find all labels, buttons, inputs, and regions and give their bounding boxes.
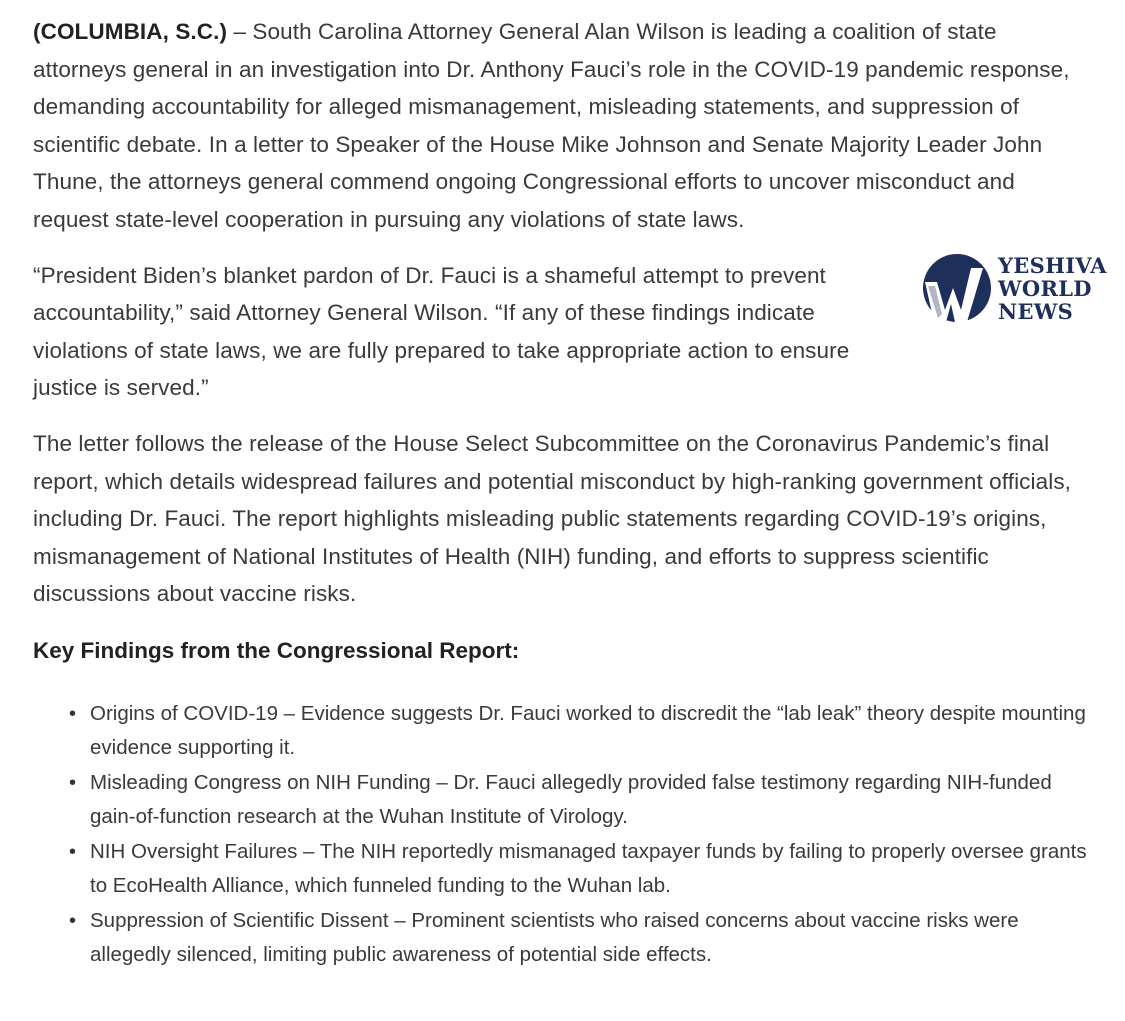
- intro-text: – South Carolina Attorney General Alan Wilson is leading a coalition of state attorneys general in an investigation into Dr. Anthony Fauci’s role in the COVID-19 pandemic response, demanding accountability for alleged mismanagement, misleading statements, and suppression of scientific debate. In a letter to Speaker of the House Mike Johnson and Senate Majority Leader John Thune, the attorneys general commend ongoing Congressional efforts to uncover misconduct and request state-level cooperation in pursuing any violations of state laws.: [33, 19, 1070, 232]
- article-body: [33, 13, 1095, 973]
- bullet-icon: •: [69, 702, 77, 725]
- bullet-icon: •: [69, 771, 77, 794]
- wordmark-line-3: NEWS: [998, 299, 1074, 324]
- finding-item: [69, 766, 1095, 835]
- yeshiva-world-news-logo-icon: [920, 252, 994, 324]
- finding-text: Suppression of Scientific Dissent – Prominent scientists who raised concerns about vaccine risks were allegedly silenced, limiting public awareness of potential side effects.: [90, 908, 1019, 967]
- report-paragraph: The letter follows the release of the House Select Subcommittee on the Coronavirus Pandemic’s final report, which details widespread failures and potential misconduct by high-ranking government officials, including Dr. Fauci. The report highlights misleading public statements regarding COVID-19’s origins, mismanagement of National Institutes of Health (NIH) funding, and efforts to suppress scientific discussions about vaccine risks.: [33, 430, 1072, 607]
- intro-paragraph: [33, 13, 1095, 239]
- bullet-icon: •: [69, 840, 77, 863]
- quote-paragraph: “President Biden’s blanket pardon of Dr. Fauci is a shameful attempt to prevent accountability,” said Attorney General Wilson. “If any of these findings indicate violations of state laws, we are fully prepared to take appropriate action to ensure justice is served.”: [33, 262, 850, 401]
- findings-heading: Key Findings from the Congressional Report:: [33, 637, 520, 663]
- wordmark-line-2: WORLD: [998, 276, 1092, 301]
- finding-text: NIH Oversight Failures – The NIH reportedly mismanaged taxpayer funds by failing to properly oversee grants to EcoHealth Alliance, which funneled funding to the Wuhan lab.: [90, 839, 1087, 898]
- finding-text: Origins of COVID-19 – Evidence suggests Dr. Fauci worked to discredit the “lab leak” theory despite mounting evidence supporting it.: [90, 701, 1086, 760]
- findings-list: [33, 697, 1095, 973]
- watermark-wordmark: [998, 254, 1107, 323]
- wordmark-line-1: YESHIVA: [998, 253, 1107, 278]
- finding-item: [69, 904, 1095, 973]
- bullet-icon: •: [69, 909, 77, 932]
- finding-item: [69, 697, 1095, 766]
- dateline: (COLUMBIA, S.C.): [33, 19, 228, 44]
- finding-item: [69, 835, 1095, 904]
- finding-text: Misleading Congress on NIH Funding – Dr. Fauci allegedly provided false testimony regarding NIH-funded gain-of-function research at the Wuhan Institute of Virology.: [90, 770, 1052, 829]
- watermark-logo: [918, 250, 1118, 326]
